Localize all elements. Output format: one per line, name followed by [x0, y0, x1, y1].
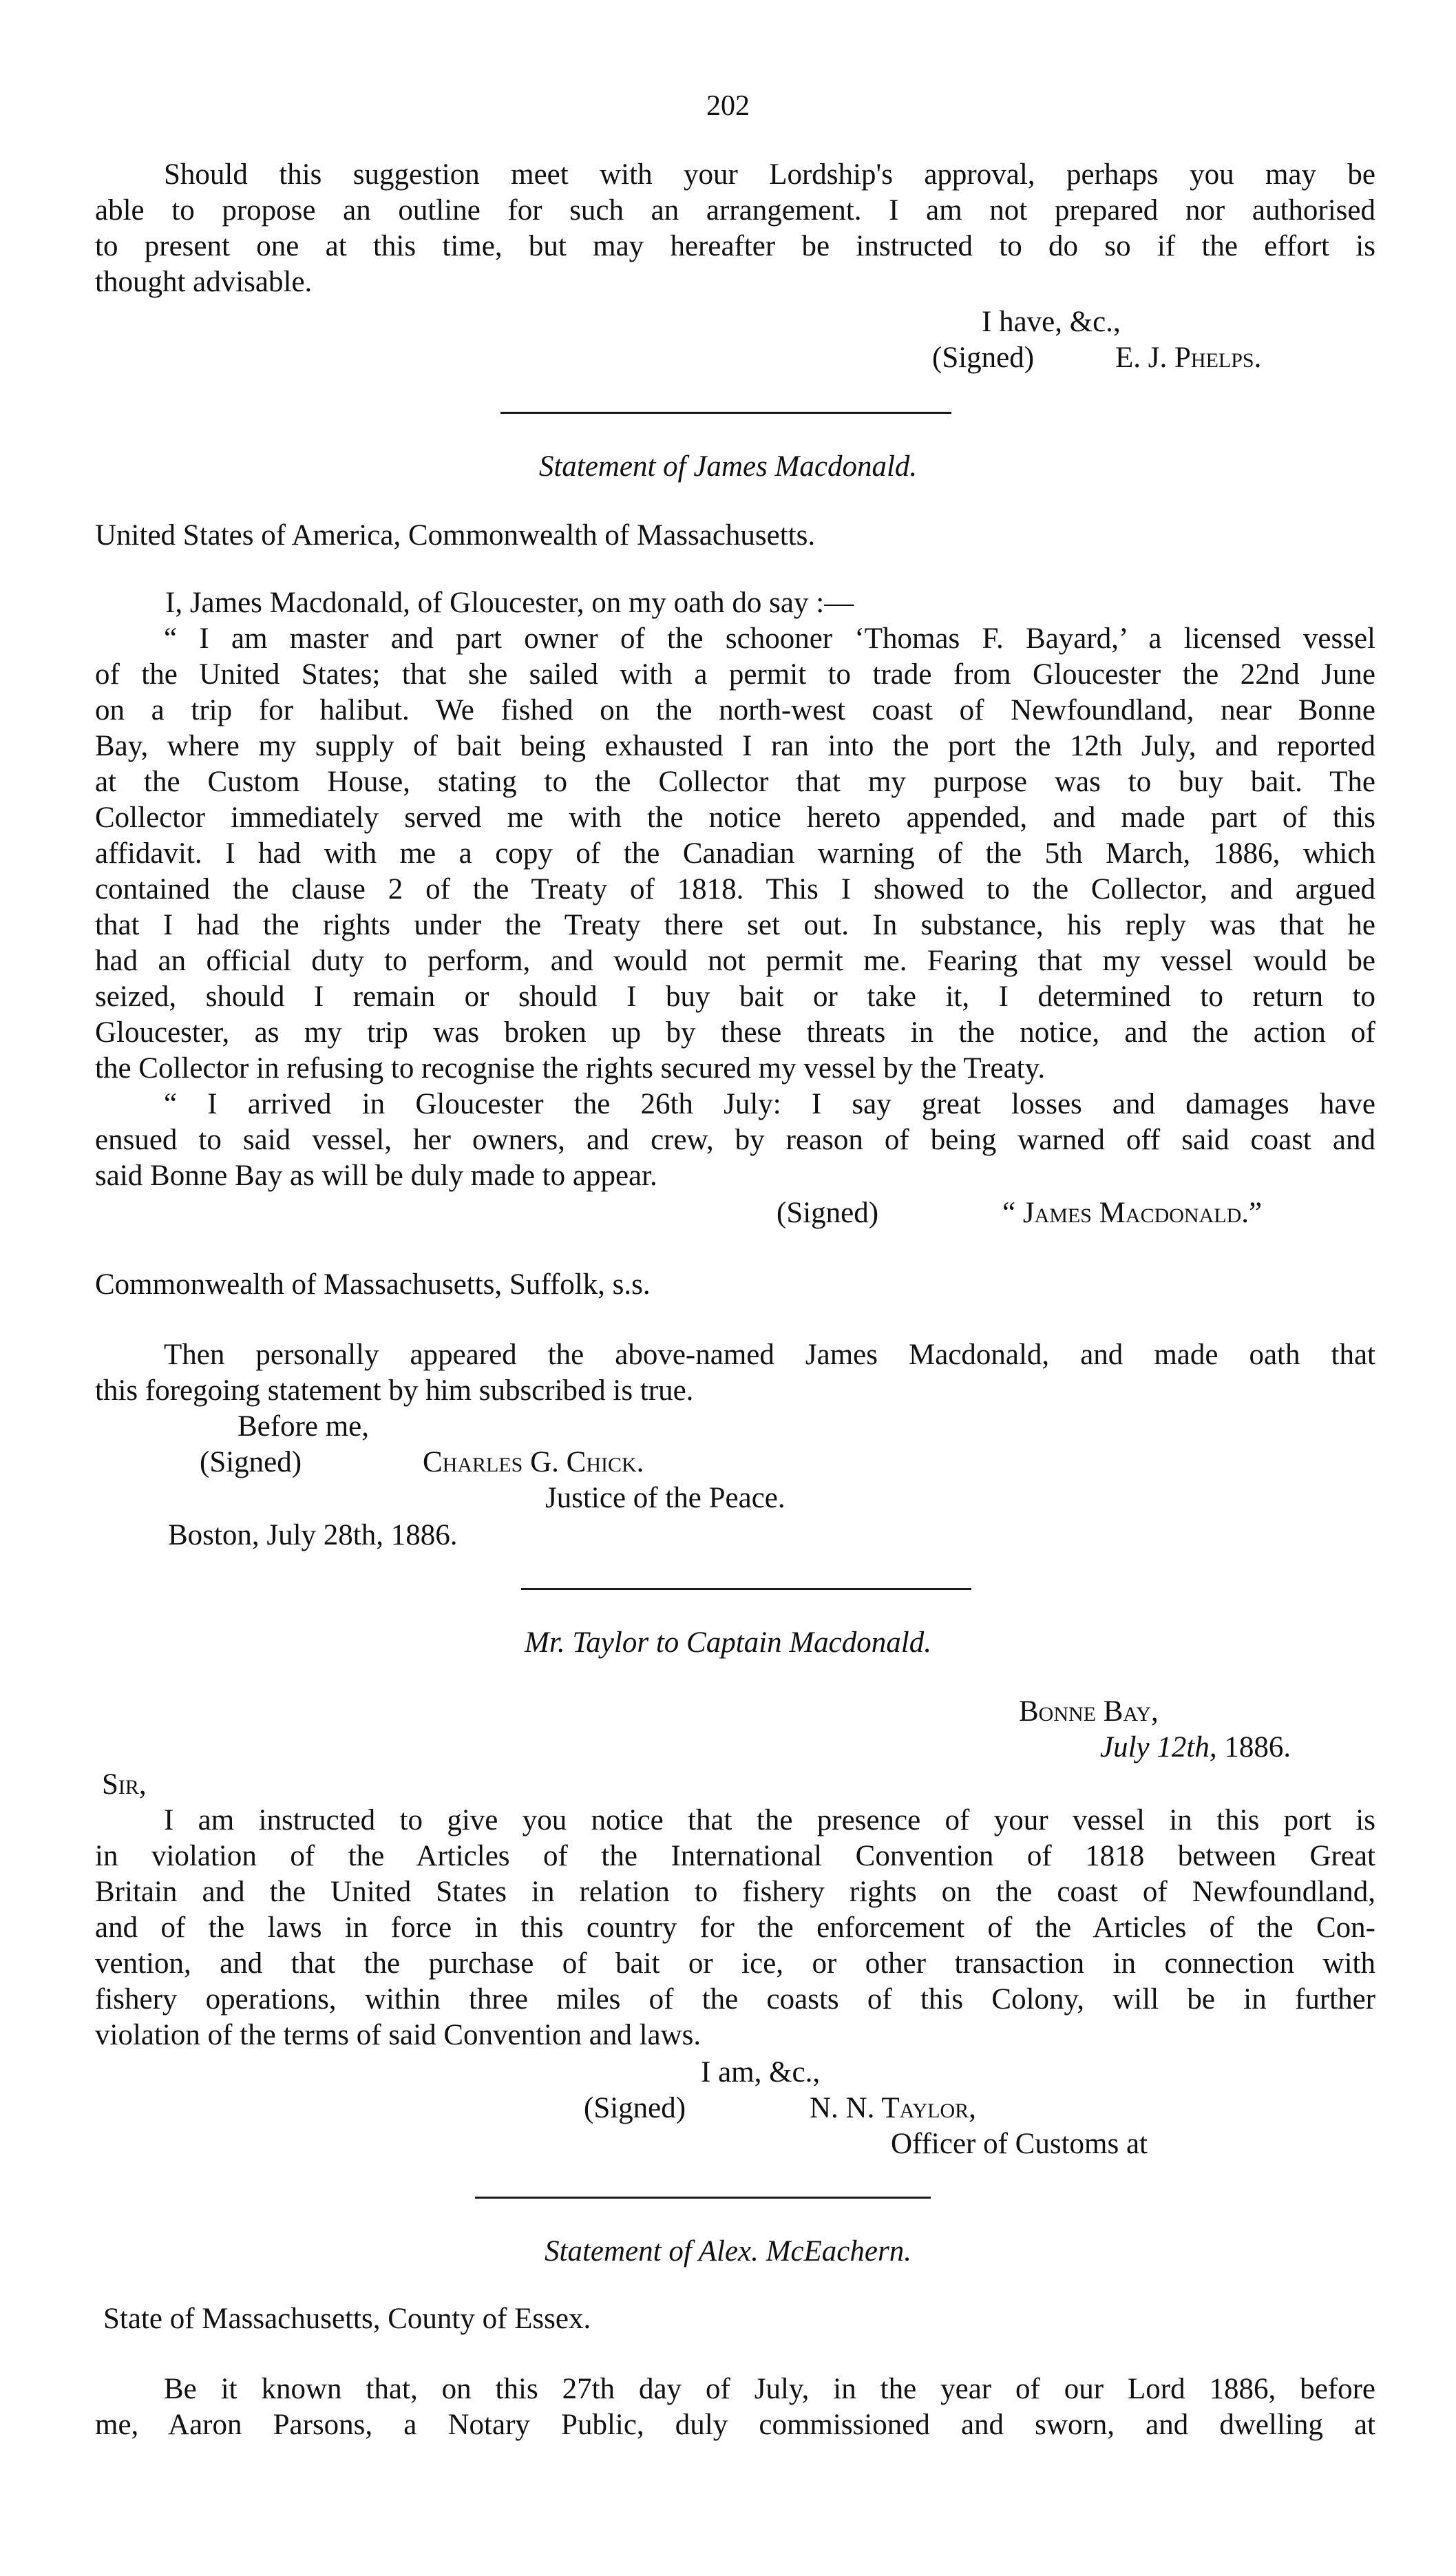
- text-line: ensued to said vessel, her owners, and crew, by reason of being warned off said coast and: [95, 1124, 1375, 1156]
- text-line: Collector immediately served me with the notice hereto appended, and made part of this: [95, 802, 1375, 834]
- letter-date-year: 1886.: [1224, 1731, 1291, 1763]
- text-line: Should this suggestion meet with your Lordship's approval, perhaps you may be: [164, 158, 1375, 191]
- text-line: and of the laws in force in this country for the enforcement of the Articles of the Con-: [95, 1912, 1375, 1944]
- text-line: had an official duty to perform, and would not permit me. Fearing that my vessel would be: [95, 945, 1375, 977]
- signed-label: (Signed): [932, 342, 1035, 374]
- jurisdiction: United States of America, Commonwealth of Massachusetts.: [95, 519, 816, 552]
- jurisdiction: State of Massachusetts, County of Essex.: [103, 2303, 591, 2335]
- notary-paragraph: [95, 2371, 1375, 2443]
- signed-label: (Signed): [777, 1197, 879, 1229]
- text-line: me, Aaron Parsons, a Notary Public, duly commissioned and sworn, and dwelling at: [95, 2409, 1375, 2441]
- text-line: seized, should I remain or should I buy bait or take it, I determined to return to: [95, 981, 1375, 1013]
- letter-date-month: July 12th,: [1100, 1731, 1217, 1763]
- text-line: fishery operations, within three miles of the coasts of this Colony, will be in further: [95, 1983, 1375, 2015]
- text-line: “ I arrived in Gloucester the 26th July: I say great losses and damages have: [164, 1088, 1375, 1120]
- county-line: Commonwealth of Massachusetts, Suffolk, s.s.: [95, 1268, 651, 1301]
- statement-paragraph: [95, 621, 1375, 1194]
- text-line: in violation of the Articles of the International Convention of 1818 between Great: [95, 1840, 1375, 1872]
- text-line: Then personally appeared the above-named James Macdonald, and made oath that: [164, 1339, 1375, 1371]
- before-me: Before me,: [238, 1410, 370, 1443]
- text-line: to present one at this time, but may hereafter be instructed to do so if the effort is: [95, 230, 1375, 262]
- text-line: able to propose an outline for such an arrangement. I am not prepared nor authorised: [95, 194, 1375, 227]
- justice-title: Justice of the Peace.: [545, 1482, 785, 1514]
- text-line: this foregoing statement by him subscribed is true.: [95, 1374, 694, 1407]
- signed-label: (Signed): [200, 1446, 302, 1478]
- letter-closing: I have, &c.,: [982, 306, 1121, 338]
- oath-intro: I, James Macdonald, of Gloucester, on my oath do say :—: [165, 587, 854, 619]
- letter-closing: I am, &c.,: [701, 2056, 821, 2088]
- section-heading: Mr. Taylor to Captain Macdonald.: [525, 1626, 931, 1659]
- text-line: Britain and the United States in relation to fishery rights on the coast of Newfoundland,: [95, 1876, 1375, 1908]
- text-line: Bay, where my supply of bait being exhausted I ran into the port the 12th July, and reported: [95, 730, 1375, 762]
- text-line: Be it known that, on this 27th day of July, in the year of our Lord 1886, before: [164, 2373, 1375, 2405]
- signer-name: N. N. Taylor,: [810, 2092, 976, 2124]
- letter-date: [1100, 1730, 1291, 1766]
- text-line: vention, and that the purchase of bait or ice, or other transaction in connection with: [95, 1947, 1375, 1980]
- text-line: “ I am master and part owner of the schooner ‘Thomas F. Bayard,’ a licensed vessel: [164, 622, 1375, 655]
- text-line: contained the clause 2 of the Treaty of 1818. This I showed to the Collector, and argued: [95, 873, 1375, 905]
- section-heading: Statement of Alex. McEachern.: [545, 2235, 911, 2268]
- page-number: 202: [706, 90, 750, 122]
- place-date: Boston, July 28th, 1886.: [168, 1519, 458, 1551]
- text-line: thought advisable.: [95, 266, 313, 298]
- text-line: I am instructed to give you notice that the presence of your vessel in this port is: [164, 1804, 1375, 1836]
- text-line: that I had the rights under the Treaty there set out. In substance, his reply was that he: [95, 909, 1375, 941]
- text-line: of the United States; that she sailed with a permit to trade from Gloucester the 22nd June: [95, 658, 1375, 691]
- justice-name: Charles G. Chick.: [423, 1446, 644, 1478]
- text-line: said Bonne Bay as will be duly made to appear.: [95, 1160, 657, 1192]
- section-divider: [500, 412, 951, 414]
- section-divider: [521, 1588, 971, 1590]
- section-heading: Statement of James Macdonald.: [538, 450, 918, 483]
- signer-name: “ James Macdonald.”: [1002, 1197, 1263, 1229]
- text-line: affidavit. I had with me a copy of the Canadian warning of the 5th March, 1886, which: [95, 837, 1375, 870]
- text-line: the Collector in refusing to recognise the rights secured my vessel by the Treaty.: [95, 1052, 1046, 1085]
- signed-label: (Signed): [584, 2092, 686, 2124]
- text-line: on a trip for halibut. We fished on the north-west coast of Newfoundland, near Bonne: [95, 694, 1375, 726]
- salutation: Sir,: [102, 1768, 147, 1801]
- notice-paragraph: [95, 1803, 1375, 2053]
- letter-place: Bonne Bay,: [1019, 1695, 1159, 1728]
- letter-closing-paragraph: [95, 157, 1375, 300]
- text-line: violation of the terms of said Convention and laws.: [95, 2019, 701, 2051]
- text-line: at the Custom House, stating to the Collector that my purpose was to buy bait. The: [95, 766, 1375, 798]
- signer-title: Officer of Customs at: [891, 2128, 1148, 2160]
- signer-name: E. J. Phelps.: [1115, 342, 1262, 374]
- section-divider: [475, 2197, 931, 2199]
- oath-paragraph: [95, 1337, 1375, 1409]
- text-line: Gloucester, as my trip was broken up by these threats in the notice, and the action of: [95, 1016, 1375, 1049]
